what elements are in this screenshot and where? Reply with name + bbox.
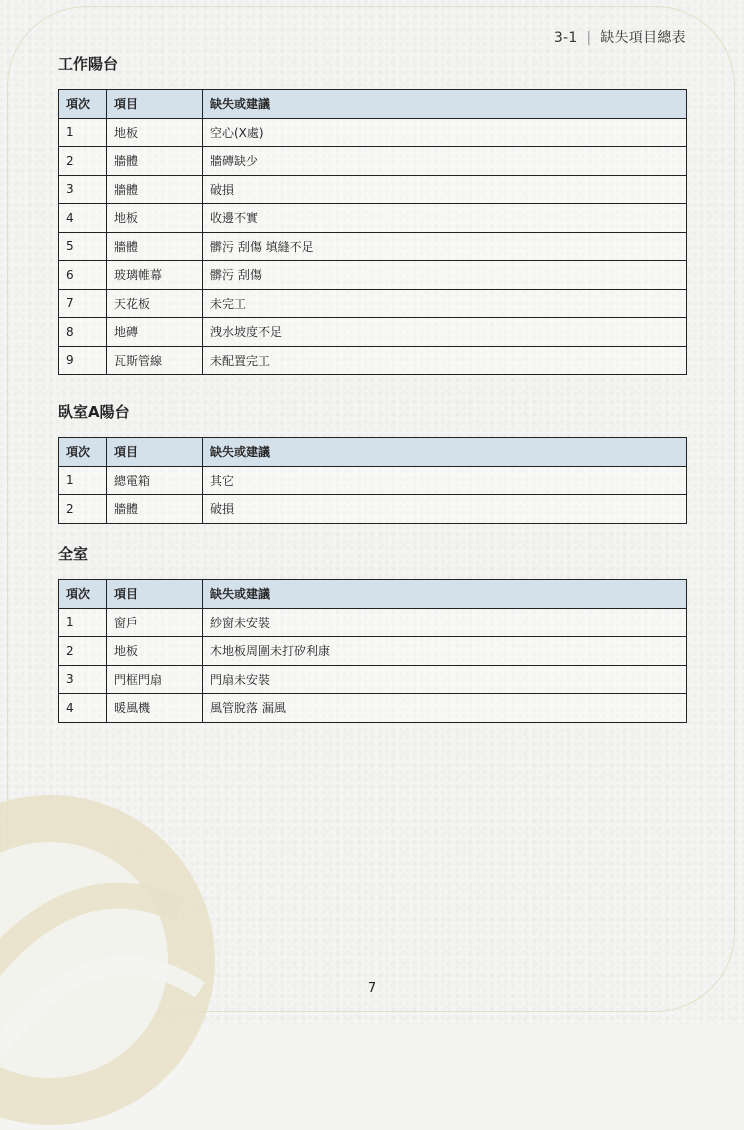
cell-item: 牆體 — [107, 232, 203, 261]
column-header-index: 項次 — [59, 90, 107, 119]
cell-defect: 收邊不實 — [203, 204, 687, 233]
column-header-index: 項次 — [59, 580, 107, 609]
cell-item: 牆體 — [107, 495, 203, 524]
column-header-item: 項目 — [107, 90, 203, 119]
cell-item: 牆體 — [107, 147, 203, 176]
cell-index: 1 — [59, 118, 107, 147]
table-row — [59, 261, 687, 290]
cell-item: 地板 — [107, 204, 203, 233]
table-header-row — [59, 438, 687, 467]
cell-index: 3 — [59, 175, 107, 204]
table-row — [59, 289, 687, 318]
cell-index: 3 — [59, 665, 107, 694]
cell-item: 窗戶 — [107, 608, 203, 637]
column-header-index: 項次 — [59, 438, 107, 467]
cell-item: 玻璃帷幕 — [107, 261, 203, 290]
cell-index: 5 — [59, 232, 107, 261]
cell-index: 4 — [59, 204, 107, 233]
section-title-work-balcony: 工作陽台 — [58, 55, 119, 73]
section-title-whole-unit: 全室 — [58, 545, 89, 563]
cell-defect: 門扇未安裝 — [203, 665, 687, 694]
defects-table-whole-unit — [58, 579, 687, 723]
cell-defect: 空心(X處) — [203, 118, 687, 147]
cell-defect: 未配置完工 — [203, 346, 687, 375]
cell-defect: 髒污 刮傷 填縫不足 — [203, 232, 687, 261]
cell-index: 1 — [59, 466, 107, 495]
table-row — [59, 232, 687, 261]
cell-defect: 木地板周圍未打矽利康 — [203, 637, 687, 666]
table-row — [59, 608, 687, 637]
cell-item: 地板 — [107, 637, 203, 666]
section-code: 3-1 — [553, 30, 578, 46]
cell-item: 地板 — [107, 118, 203, 147]
cell-index: 8 — [59, 318, 107, 347]
cell-defect: 未完工 — [203, 289, 687, 318]
table-row — [59, 346, 687, 375]
column-header-defect: 缺失或建議 — [203, 90, 687, 119]
cell-item: 總電箱 — [107, 466, 203, 495]
defects-table-bedroom-a-balcony — [58, 437, 687, 524]
cell-item: 門框門扇 — [107, 665, 203, 694]
page-header — [554, 27, 686, 47]
cell-defect: 破損 — [203, 175, 687, 204]
header-separator: | — [586, 30, 592, 46]
column-header-item: 項目 — [107, 438, 203, 467]
cell-defect: 風管脫落 漏風 — [203, 694, 687, 723]
cell-index: 1 — [59, 608, 107, 637]
cell-index: 2 — [59, 637, 107, 666]
section-title-bedroom-a-balcony: 臥室A陽台 — [58, 403, 130, 421]
table-row — [59, 694, 687, 723]
cell-item: 瓦斯管線 — [107, 346, 203, 375]
cell-index: 2 — [59, 147, 107, 176]
cell-item: 牆體 — [107, 175, 203, 204]
circular-watermark-emblem — [0, 790, 220, 1130]
cell-defect: 髒污 刮傷 — [203, 261, 687, 290]
column-header-defect: 缺失或建議 — [203, 580, 687, 609]
cell-defect: 牆磚缺少 — [203, 147, 687, 176]
cell-item: 天花板 — [107, 289, 203, 318]
cell-defect: 紗窗未安裝 — [203, 608, 687, 637]
defects-table-work-balcony — [58, 89, 687, 375]
table-row — [59, 495, 687, 524]
table-row — [59, 175, 687, 204]
table-row — [59, 118, 687, 147]
table-header-row — [59, 580, 687, 609]
page-number: 7 — [367, 981, 377, 996]
cell-defect: 其它 — [203, 466, 687, 495]
header-title: 缺失項目總表 — [600, 30, 686, 46]
cell-index: 6 — [59, 261, 107, 290]
table-row — [59, 318, 687, 347]
table-row — [59, 147, 687, 176]
cell-defect: 洩水坡度不足 — [203, 318, 687, 347]
cell-item: 暖風機 — [107, 694, 203, 723]
cell-index: 2 — [59, 495, 107, 524]
column-header-defect: 缺失或建議 — [203, 438, 687, 467]
table-row — [59, 637, 687, 666]
cell-index: 9 — [59, 346, 107, 375]
cell-index: 7 — [59, 289, 107, 318]
table-header-row — [59, 90, 687, 119]
table-row — [59, 466, 687, 495]
column-header-item: 項目 — [107, 580, 203, 609]
cell-item: 地磚 — [107, 318, 203, 347]
table-row — [59, 204, 687, 233]
cell-defect: 破損 — [203, 495, 687, 524]
table-row — [59, 665, 687, 694]
cell-index: 4 — [59, 694, 107, 723]
